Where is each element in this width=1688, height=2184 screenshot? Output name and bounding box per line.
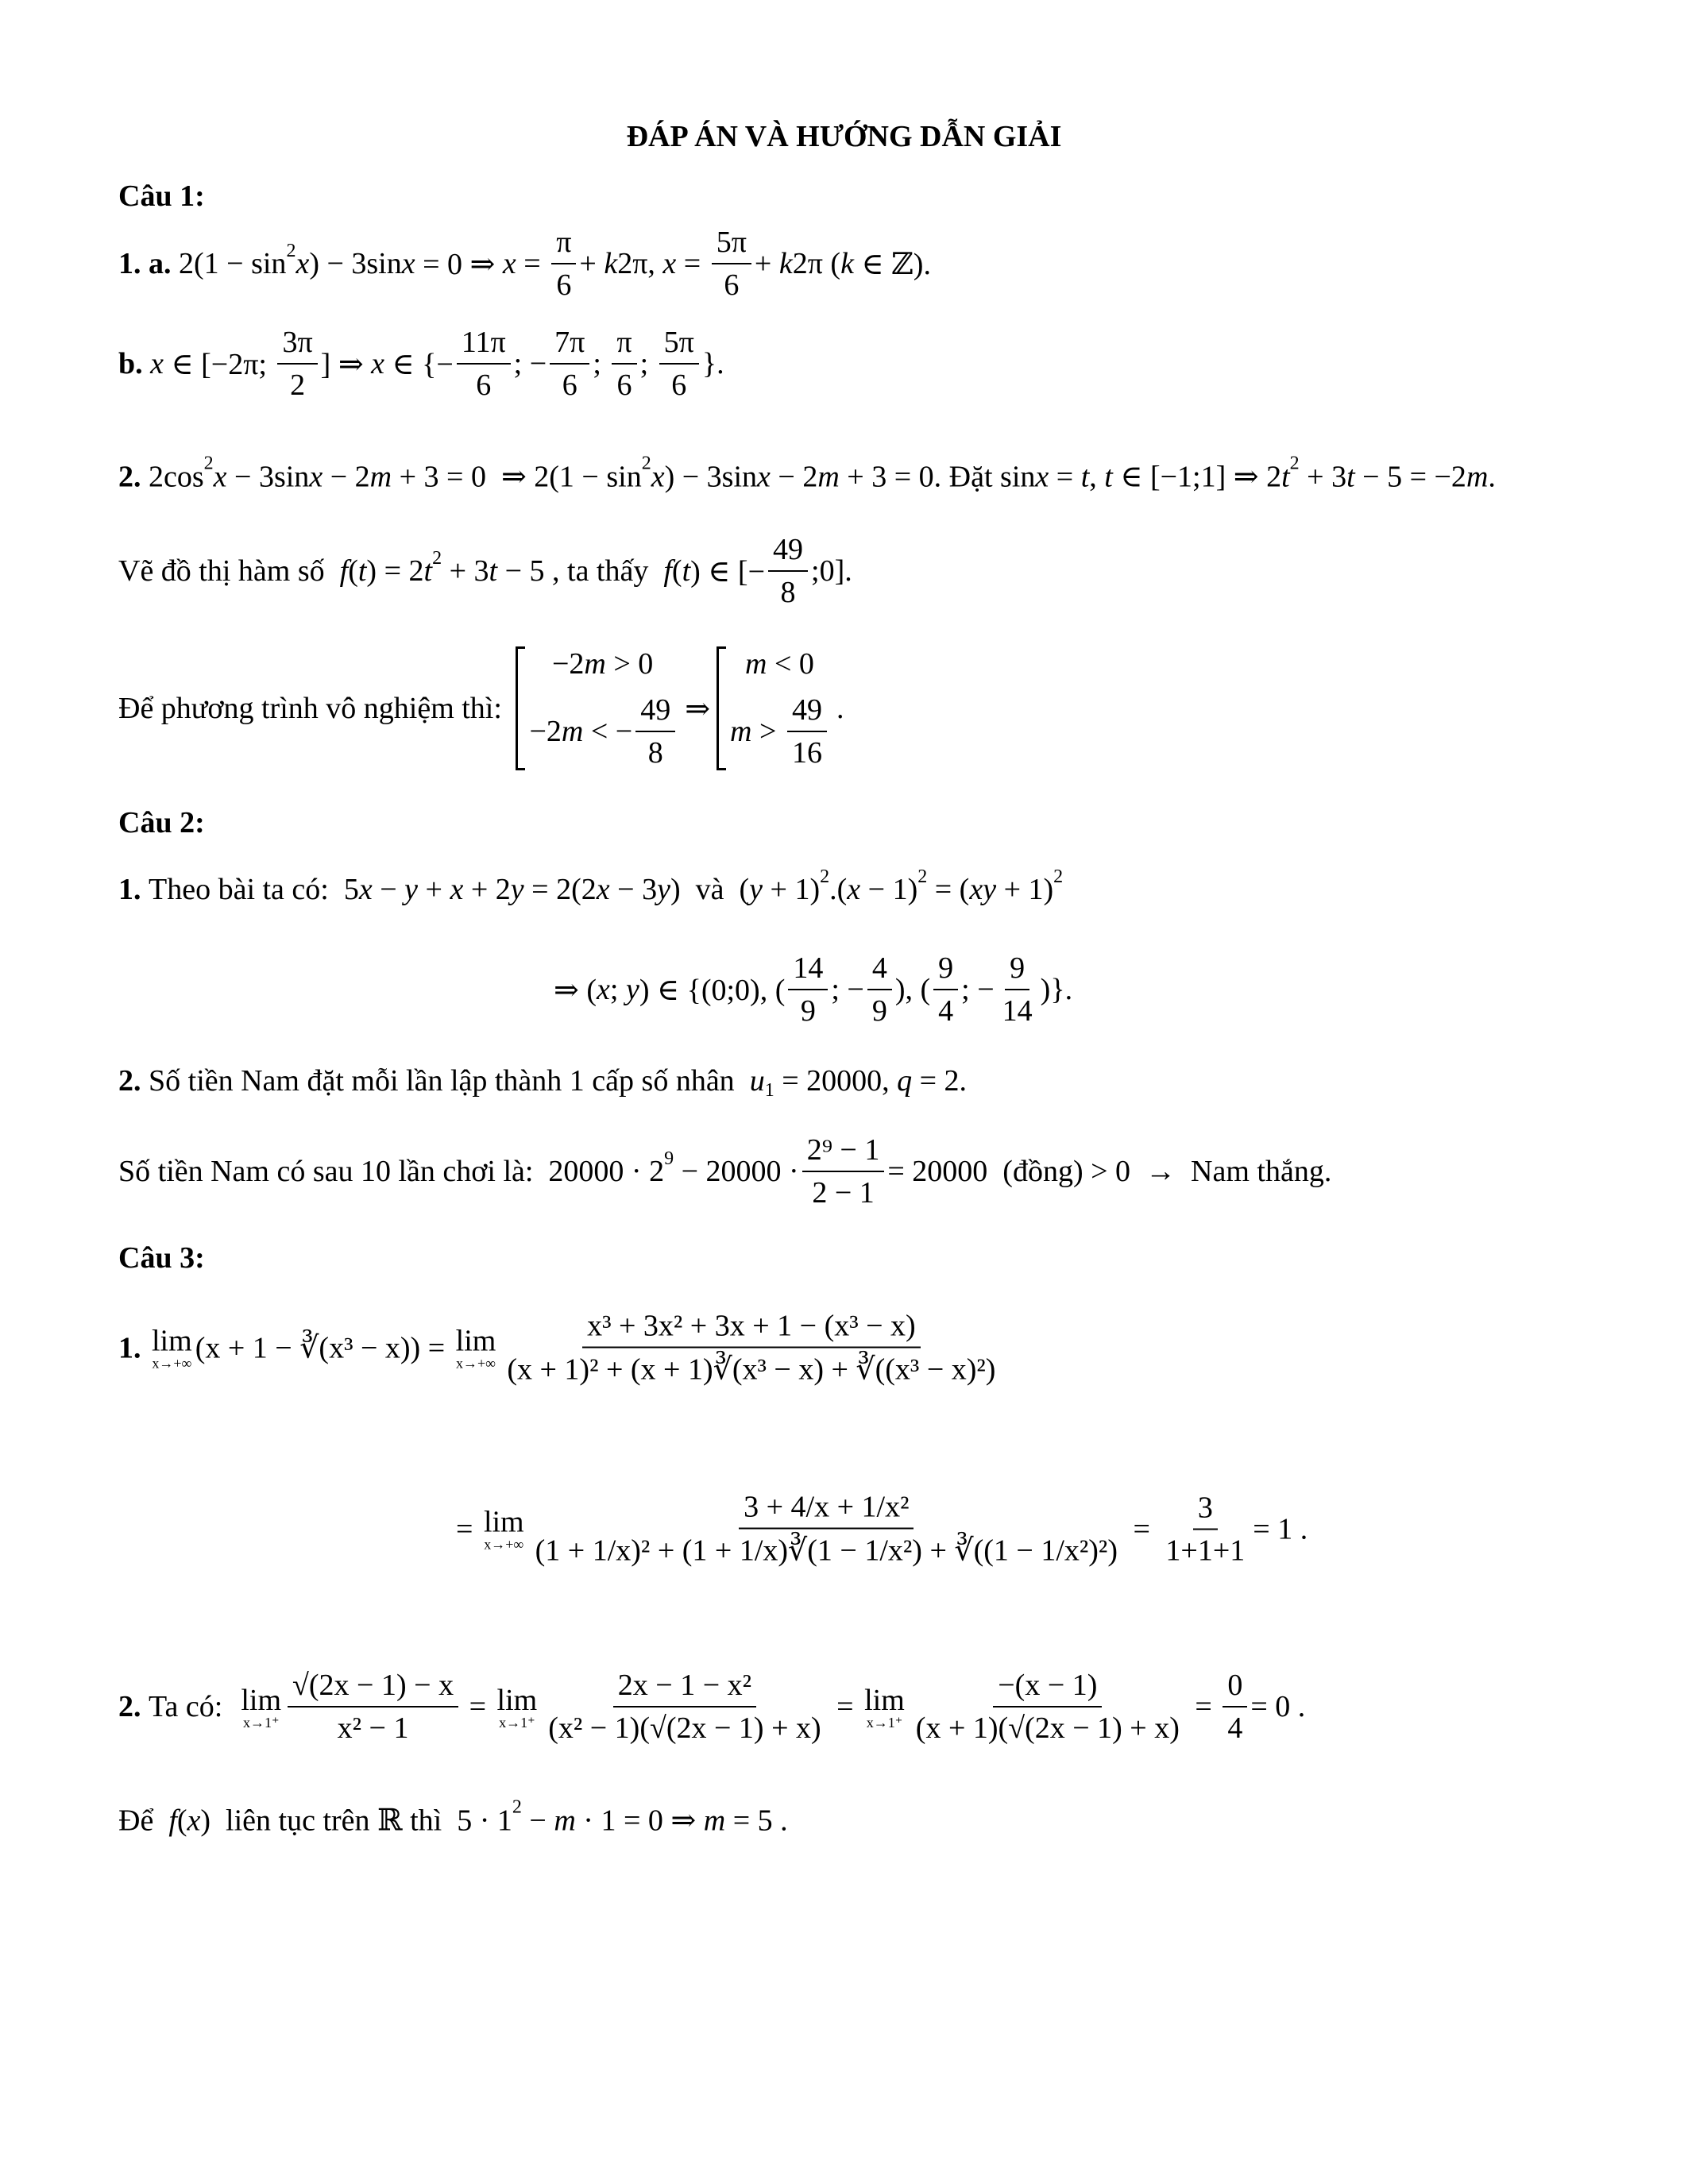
fraction-denominator: (x + 1)² + (x + 1)∛(x³ − x) + ∛((x³ − x)²) xyxy=(507,1352,996,1387)
math-text: Theo bài ta có: 5 xyxy=(149,873,359,906)
fraction xyxy=(787,693,827,770)
math-text: x xyxy=(150,347,164,380)
fraction-numerator: 3 + 4/x + 1/x² xyxy=(739,1490,914,1530)
math-text: + 3 xyxy=(442,554,489,588)
math-text: 2π ( xyxy=(792,247,841,280)
math-text: x xyxy=(651,460,665,493)
math-text: q xyxy=(897,1064,913,1098)
fraction-denominator: 4 xyxy=(938,994,954,1028)
math-text: − xyxy=(521,1804,554,1837)
math-text: ∈ [−2π; xyxy=(164,347,275,381)
limit-operator xyxy=(497,1683,538,1731)
math-text: x xyxy=(597,973,610,1006)
math-text: = 5 . xyxy=(725,1804,788,1837)
fraction xyxy=(768,532,808,610)
fraction-denominator: 8 xyxy=(647,736,663,770)
math-text: + 1) xyxy=(763,873,821,906)
fraction-denominator: 2 xyxy=(290,369,306,402)
fraction-numerator: 7π xyxy=(550,325,589,365)
system-row xyxy=(529,693,678,770)
math-text: −2 xyxy=(529,647,585,681)
fraction-denominator: 8 xyxy=(780,576,796,609)
math-text: ; − xyxy=(513,347,547,380)
math-text: }. xyxy=(701,347,724,380)
fraction-denominator: 6 xyxy=(724,268,740,302)
math-text: > xyxy=(751,715,784,748)
system-row xyxy=(730,693,830,770)
math-text: f xyxy=(339,554,349,588)
math-text: ; xyxy=(593,347,609,380)
math-text: < − xyxy=(583,715,633,748)
math-text: . xyxy=(836,692,844,725)
fraction-numerator: 49 xyxy=(635,693,675,732)
math-text: ( xyxy=(176,1804,187,1837)
math-text: xy xyxy=(969,873,997,906)
fraction-denominator: 6 xyxy=(476,369,492,402)
math-text: y xyxy=(749,873,763,906)
math-text: .( xyxy=(829,873,848,906)
math-text: = 2. xyxy=(912,1064,968,1098)
answer-2-condition xyxy=(118,646,844,770)
math-text: = 0 ⇒ xyxy=(415,247,503,281)
math-text: t xyxy=(1281,460,1290,493)
fraction-denominator: 9 xyxy=(800,994,816,1028)
math-text: + xyxy=(579,247,605,280)
math-text: x xyxy=(1035,460,1049,493)
math-text: y xyxy=(657,873,670,906)
math-text: x xyxy=(187,1804,201,1837)
fraction-numerator: −(x − 1) xyxy=(993,1668,1102,1707)
fraction xyxy=(1223,1668,1247,1746)
limit-operator xyxy=(241,1683,281,1731)
math-text: ; xyxy=(609,973,626,1006)
math-text: x xyxy=(371,347,385,380)
math-text: 9 xyxy=(664,1148,674,1169)
math-text: t xyxy=(1346,460,1355,493)
math-text: ] ⇒ xyxy=(320,347,372,381)
fraction-numerator: 5π xyxy=(712,225,751,264)
equation-system xyxy=(717,646,830,770)
math-text: 2 xyxy=(286,240,296,261)
label-text: Câu 3: xyxy=(118,1241,205,1275)
math-text: − 2 xyxy=(323,460,370,493)
label-text: Câu 2: xyxy=(118,806,205,839)
math-text: ; − xyxy=(831,973,864,1006)
math-text: k xyxy=(604,247,618,280)
math-text: x xyxy=(847,873,861,906)
answer-2-graph xyxy=(118,532,852,610)
fraction xyxy=(457,325,511,403)
fraction xyxy=(551,225,576,303)
math-text: x xyxy=(662,247,677,280)
math-text: = xyxy=(516,247,549,280)
limit-label: lim xyxy=(455,1324,496,1358)
heading-cau-2 xyxy=(118,805,205,840)
math-text: ) − 3sin xyxy=(309,247,402,280)
fraction-denominator: 2 − 1 xyxy=(812,1176,875,1210)
math-text: t xyxy=(489,554,498,588)
math-text: + 2 xyxy=(463,873,511,906)
limit-subscript: x→1⁺ xyxy=(866,1714,903,1731)
math-text: t xyxy=(1104,460,1113,493)
fraction xyxy=(612,325,636,403)
math-text: = xyxy=(1125,1512,1158,1545)
math-text: m xyxy=(369,460,392,493)
limit-subscript: x→1⁺ xyxy=(242,1714,280,1731)
fraction xyxy=(712,225,751,303)
math-text: 2 xyxy=(641,453,651,474)
math-text: ⇒ xyxy=(685,692,711,726)
fraction-numerator: 0 xyxy=(1223,1668,1247,1707)
label-text: b. xyxy=(118,347,151,380)
math-text: = xyxy=(1049,460,1081,493)
page-title: ĐÁP ÁN VÀ HƯỚNG DẪN GIẢI xyxy=(626,120,1062,153)
math-text: Vẽ đồ thị hàm số xyxy=(118,554,340,588)
math-text: y xyxy=(510,873,524,906)
math-text: t xyxy=(357,554,367,588)
fraction xyxy=(867,951,892,1028)
equation-system xyxy=(516,646,678,770)
fraction-numerator: 49 xyxy=(787,693,827,732)
math-text: ) − 3sin xyxy=(664,460,758,493)
label-text: 2. xyxy=(118,1690,149,1723)
fraction-numerator: 3π xyxy=(277,325,317,365)
limit-subscript: x→1⁺ xyxy=(499,1714,535,1731)
answer-2-1-solution xyxy=(554,951,1072,1028)
math-text: = xyxy=(1187,1690,1220,1723)
fraction-numerator: 14 xyxy=(788,951,828,990)
math-text: Để phương trình vô nghiệm thì: xyxy=(118,692,510,725)
math-text: k xyxy=(840,247,854,280)
math-text: x xyxy=(757,460,771,493)
math-text: m xyxy=(561,715,584,748)
fraction-denominator: 4 xyxy=(1227,1711,1243,1745)
math-text: ) liên tục trên ℝ thì 5 · 1 xyxy=(200,1804,512,1838)
math-text: + 3 = 0. Đặt sin xyxy=(839,460,1036,493)
math-text: m xyxy=(703,1804,726,1837)
math-text: − 3 xyxy=(609,873,658,906)
math-text: 2 xyxy=(432,547,442,569)
math-text: x xyxy=(401,247,415,280)
limit-label: lim xyxy=(152,1324,192,1358)
math-text: = xyxy=(462,1690,494,1723)
math-text: − 5 , ta thấy xyxy=(497,554,664,588)
fraction-numerator: 4 xyxy=(867,951,892,990)
answer-2-2-sequence xyxy=(118,1063,968,1101)
fraction xyxy=(802,1133,885,1210)
fraction xyxy=(550,325,589,403)
answer-3-1-limit-cont xyxy=(456,1490,1308,1569)
limit-subscript: x→+∞ xyxy=(152,1355,192,1372)
fraction-numerator: 9 xyxy=(1005,951,1029,990)
fraction-numerator: 2x − 1 − x² xyxy=(613,1668,756,1707)
fraction xyxy=(659,325,699,403)
math-text: = 20000 (đồng) > 0 → Nam thắng. xyxy=(887,1155,1332,1188)
fraction-denominator: 6 xyxy=(616,369,632,402)
math-text: , xyxy=(1089,460,1105,493)
math-text: ) ∈ {(0;0), ( xyxy=(639,973,786,1007)
fraction xyxy=(933,951,958,1028)
math-text: ) ∈ [− xyxy=(690,554,766,588)
limit-label: lim xyxy=(496,1683,538,1717)
fraction-denominator: (1 + 1/x)² + (1 + 1/x)∛(1 − 1/x²) + ∛((1 − 1/x²)²) xyxy=(535,1534,1118,1568)
math-text: > 0 xyxy=(605,647,654,681)
fraction-denominator: 9 xyxy=(871,994,887,1028)
fraction-numerator: 2⁹ − 1 xyxy=(802,1133,885,1172)
fraction xyxy=(788,951,828,1028)
fraction-numerator: √(2x − 1) − x xyxy=(288,1668,458,1707)
math-text: Để xyxy=(118,1804,169,1837)
math-text: − 1) xyxy=(860,873,918,906)
answer-3-2-limit xyxy=(118,1668,1305,1746)
answer-2-equation xyxy=(118,453,1496,495)
math-text: m xyxy=(554,1804,576,1837)
math-text: − 20000 · xyxy=(674,1155,799,1188)
fraction xyxy=(502,1309,1000,1387)
math-text: − xyxy=(372,873,405,906)
answer-3-1-limit xyxy=(118,1309,1003,1387)
fraction-denominator: 16 xyxy=(791,736,822,770)
fraction-denominator: 6 xyxy=(562,369,577,402)
math-text: < 0 xyxy=(767,647,814,681)
math-text: x xyxy=(309,460,323,493)
answer-3-2-continuity xyxy=(118,1796,788,1839)
math-text: t xyxy=(1080,460,1090,493)
fraction-denominator: 6 xyxy=(556,268,572,302)
math-text: −2 xyxy=(529,715,562,748)
math-text: = 20000, xyxy=(774,1064,898,1098)
math-text: = ( xyxy=(927,873,970,906)
math-text: 2cos xyxy=(149,460,204,493)
math-text: 2(1 − sin xyxy=(179,247,287,280)
math-text: f xyxy=(168,1804,177,1837)
system-row xyxy=(730,646,830,681)
math-text: ( xyxy=(348,554,358,588)
fraction-numerator: 5π xyxy=(659,325,699,365)
math-text: . xyxy=(1488,460,1496,493)
math-text: + 1) xyxy=(996,873,1054,906)
fraction xyxy=(911,1668,1184,1746)
math-text: = 2(2 xyxy=(523,873,597,906)
math-text: Số tiền Nam đặt mỗi lần lập thành 1 cấp số nhân xyxy=(149,1064,750,1098)
math-text: + 3 = 0 ⇒ 2(1 − sin xyxy=(392,460,642,494)
math-text: ; − xyxy=(961,973,995,1006)
math-text: ; xyxy=(639,347,656,380)
math-text: 2 xyxy=(512,1796,522,1818)
math-text: f xyxy=(663,554,672,588)
math-text: x xyxy=(295,247,310,280)
math-text: · 1 = 0 ⇒ xyxy=(575,1804,704,1838)
math-text: = xyxy=(676,247,709,280)
limit-subscript: x→+∞ xyxy=(455,1355,496,1372)
heading-cau-3 xyxy=(118,1241,205,1275)
math-text: = 1 . xyxy=(1253,1512,1308,1545)
math-text: k xyxy=(778,247,793,280)
math-text: − 2 xyxy=(770,460,818,493)
math-text: (x + 1 − ∛(x³ − x)) = xyxy=(195,1331,453,1365)
answer-1a xyxy=(118,225,931,303)
fraction-denominator: 6 xyxy=(671,369,687,402)
fraction-denominator: x² − 1 xyxy=(337,1711,409,1745)
limit-operator xyxy=(456,1324,496,1372)
label-text: 2. xyxy=(118,460,149,493)
math-text: 2 xyxy=(1289,453,1300,474)
math-text: u xyxy=(749,1064,765,1098)
math-text: x xyxy=(450,873,464,906)
fraction-numerator: x³ + 3x² + 3x + 1 − (x³ − x) xyxy=(582,1309,921,1349)
fraction xyxy=(543,1668,825,1746)
math-text: ) và ( xyxy=(670,873,750,906)
fraction xyxy=(1161,1490,1250,1568)
math-text: − 5 = −2 xyxy=(1354,460,1466,493)
fraction-numerator: 3 xyxy=(1193,1490,1218,1530)
math-text: ;0]. xyxy=(811,554,852,588)
answer-1b xyxy=(118,325,724,403)
math-text: = xyxy=(456,1512,481,1545)
fraction-numerator: π xyxy=(551,225,576,264)
limit-label: lim xyxy=(241,1683,282,1717)
math-text xyxy=(730,646,745,681)
math-text: = xyxy=(829,1690,862,1723)
math-text: − 3sin xyxy=(226,460,310,493)
fraction xyxy=(531,1490,1122,1569)
math-text: + xyxy=(754,247,779,280)
fraction-denominator: (x + 1)(√(2x − 1) + x) xyxy=(915,1711,1180,1745)
fraction xyxy=(288,1668,458,1746)
fraction-numerator: 49 xyxy=(768,532,808,572)
math-text: + xyxy=(418,873,450,906)
math-text: m xyxy=(584,647,606,681)
limit-label: lim xyxy=(483,1505,524,1539)
limit-operator xyxy=(484,1505,524,1553)
math-text: y xyxy=(625,973,639,1006)
label-text: 1. xyxy=(118,1331,149,1364)
math-text: ) = 2 xyxy=(366,554,424,588)
answer-2-1-system xyxy=(118,866,1064,907)
fraction-numerator: 9 xyxy=(933,951,958,990)
math-text: Số tiền Nam có sau 10 lần chơi là: 20000 · 2 xyxy=(118,1155,665,1188)
math-text: 1 xyxy=(764,1079,774,1101)
math-text: ), ( xyxy=(894,973,931,1006)
math-text: = 0 . xyxy=(1250,1690,1306,1723)
limit-operator xyxy=(864,1683,905,1731)
math-text: 2 xyxy=(1053,866,1064,887)
math-text: m xyxy=(730,715,752,748)
math-text: ∈ ℤ). xyxy=(853,247,931,281)
limit-subscript: x→+∞ xyxy=(484,1536,524,1553)
math-text: 2 xyxy=(203,453,214,474)
math-text: t xyxy=(423,554,433,588)
math-text: x xyxy=(358,873,373,906)
math-text: m xyxy=(817,460,840,493)
math-text: x xyxy=(502,247,516,280)
limit-label: lim xyxy=(864,1683,905,1717)
label-text: 2. xyxy=(118,1064,149,1098)
math-text: x xyxy=(596,873,610,906)
limit-operator xyxy=(152,1324,192,1372)
fraction-denominator: (x² − 1)(√(2x − 1) + x) xyxy=(548,1711,821,1745)
math-text: y xyxy=(404,873,419,906)
math-text: ∈ {− xyxy=(384,347,454,381)
math-text: Ta có: xyxy=(149,1690,238,1723)
math-text: m xyxy=(745,647,767,681)
label-text: 1. a. xyxy=(118,247,179,280)
math-text: )}. xyxy=(1040,973,1073,1006)
fraction xyxy=(635,693,675,770)
fraction-numerator: 11π xyxy=(457,325,511,365)
fraction-denominator: 14 xyxy=(1002,994,1033,1028)
math-text: + 3 xyxy=(1299,460,1347,493)
label-text: 1. xyxy=(118,873,149,906)
math-text: ( xyxy=(671,554,682,588)
math-text: ∈ [−1;1] ⇒ 2 xyxy=(1112,460,1282,494)
math-text: x xyxy=(213,460,227,493)
math-text: ⇒ ( xyxy=(554,973,597,1007)
math-text: 2π, xyxy=(617,247,663,280)
math-text: 2 xyxy=(820,866,830,887)
label-text: Câu 1: xyxy=(118,179,205,213)
heading-cau-1 xyxy=(118,179,205,214)
math-text: 2 xyxy=(917,866,928,887)
fraction xyxy=(998,951,1037,1028)
fraction xyxy=(277,325,317,403)
fraction-denominator: 1+1+1 xyxy=(1165,1534,1246,1567)
fraction-numerator: π xyxy=(612,325,636,365)
math-text: m xyxy=(1466,460,1489,493)
system-row xyxy=(529,646,678,681)
math-text: t xyxy=(682,554,691,588)
answer-2-2-result xyxy=(118,1133,1331,1210)
